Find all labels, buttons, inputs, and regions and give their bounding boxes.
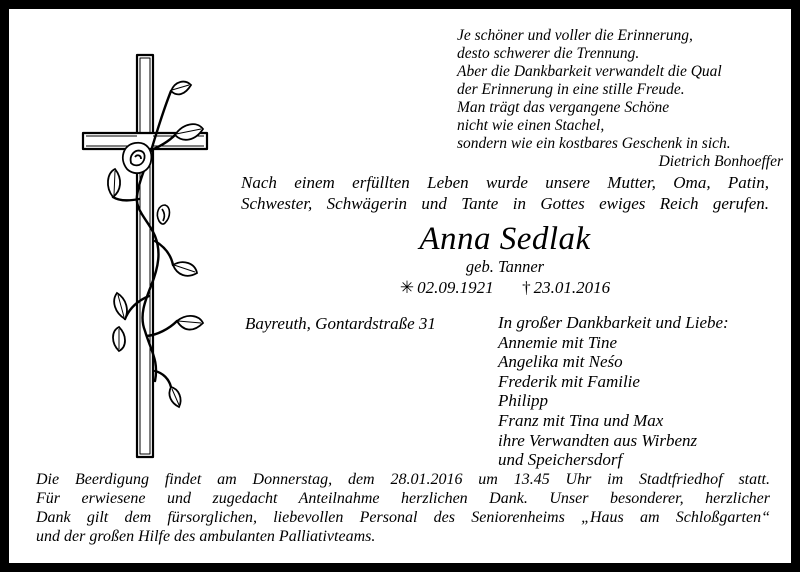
quote-line: der Erinnerung in eine stille Freude. <box>457 81 685 98</box>
death-cross-icon: † <box>522 278 531 297</box>
funeral-line: Für erwiesene und zugedacht Anteilnahme herzlichen Dank. Unser besonderer, herzlicher <box>36 490 770 507</box>
quote-line: Man trägt das vergangene Schöne <box>457 99 670 116</box>
mourner-entry: Angelika mit Neśo <box>498 352 623 372</box>
quote-author: Dietrich Bonhoeffer <box>658 153 783 170</box>
deceased-name: Anna Sedlak <box>419 221 591 257</box>
quote-line: Je schöner und voller die Erinnerung, <box>457 27 693 44</box>
cross-with-rose-icon <box>79 51 209 463</box>
funeral-line: und der großen Hilfe des ambulanten Palliativteams. <box>36 528 376 545</box>
mourners-list <box>498 313 729 470</box>
life-dates <box>241 277 769 299</box>
announcement-text <box>241 172 769 214</box>
obituary-notice <box>9 9 791 563</box>
mourner-entry: und Speichersdorf <box>498 450 623 470</box>
quote-line: nicht wie einen Stachel, <box>457 117 605 134</box>
mourner-entry: Franz mit Tina und Max <box>498 410 664 430</box>
birth-star-icon: ✳ <box>399 278 415 297</box>
death-date: 23.01.2016 <box>533 278 611 297</box>
funeral-line: Die Beerdigung findet am Donnerstag, dem 28.01.2016 um 13.45 Uhr im Stadtfriedhof statt. <box>36 471 770 488</box>
quote-line: desto schwerer die Trennung. <box>457 45 640 62</box>
announcement-line: Nach einem erfüllten Leben wurde unsere Mutter, Oma, Patin, <box>241 173 769 192</box>
quote-line: Aber die Dankbarkeit verwandelt die Qual <box>457 63 722 80</box>
mourners-heading: In großer Dankbarkeit und Liebe: <box>498 313 729 332</box>
announcement-line: Schwester, Schwägerin und Tante in Gottes ewiges Reich gerufen. <box>241 194 769 213</box>
mourner-entry: Philipp <box>498 391 549 411</box>
mourner-entry: Frederik mit Familie <box>498 371 640 391</box>
mourner-entry: ihre Verwandten aus Wirbenz <box>498 430 698 450</box>
mourner-entry: Annemie mit Tine <box>498 332 617 352</box>
birth-date: 02.09.1921 <box>417 278 494 297</box>
birth-name: geb. Tanner <box>465 257 545 276</box>
bonhoeffer-quote <box>457 27 783 171</box>
funeral-notice <box>36 470 770 546</box>
funeral-line: Dank gilt dem fürsorglichen, liebevollen Personal des Seniorenheims „Haus am Schloßgarten“ <box>36 509 770 526</box>
quote-line: sondern wie ein kostbares Geschenk in sich. <box>457 135 731 152</box>
family-address: Bayreuth, Gontardstraße 31 <box>245 314 436 333</box>
